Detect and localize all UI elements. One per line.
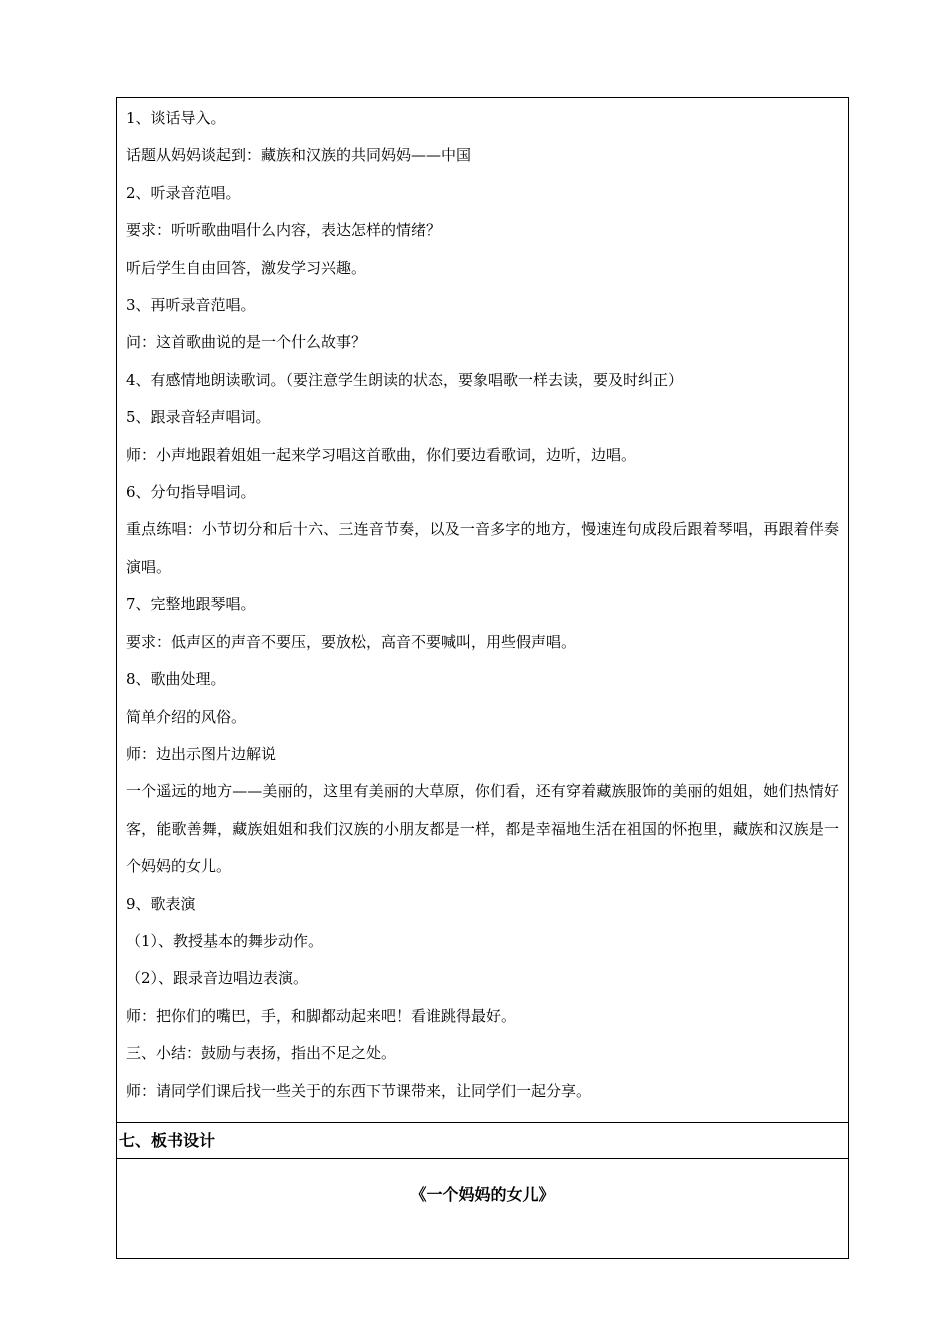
text-line: 7、完整地跟琴唱。 xyxy=(126,595,256,614)
board-title: 《一个妈妈的女儿》 xyxy=(410,1184,555,1204)
lesson-plan-table xyxy=(116,97,849,1259)
text-line: 要求：低声区的声音不要压，要放松，高音不要喊叫，用些假声唱。 xyxy=(126,632,577,651)
text-line: 2、听录音范唱。 xyxy=(126,183,241,202)
text-line: 8、歌曲处理。 xyxy=(126,670,226,689)
text-line: 要求：听听歌曲唱什么内容，表达怎样的情绪？ xyxy=(126,221,442,240)
text-paragraph: 重点练唱：小节切分和后十六、三连音节奏，以及一音多字的地方，慢速连句成段后跟着琴唱，再跟着伴奏演唱。 xyxy=(126,520,839,576)
teaching-process-cell xyxy=(117,98,848,1122)
text-paragraph: 一个遥远的地方——美丽的，这里有美丽的大草原，你们看，还有穿着藏族服饰的美丽的姐姐，她们热情好客，能歌善舞，藏族姐姐和我们汉族的小朋友都是一样，都是幸福地生活在祖国的怀抱里，藏族和汉族是一个妈妈的女儿。 xyxy=(126,782,839,876)
text-line: 3、再听录音范唱。 xyxy=(126,296,256,315)
text-line: 师：小声地跟着姐姐一起来学习唱这首歌曲，你们要边看歌词，边听，边唱。 xyxy=(126,445,637,464)
text-line: 5、跟录音轻声唱词。 xyxy=(126,408,271,427)
text-line: 师：把你们的嘴巴，手，和脚都动起来吧！看谁跳得最好。 xyxy=(126,1006,517,1025)
section-heading: 七、板书设计 xyxy=(117,1122,848,1159)
text-line: 话题从妈妈谈起到：藏族和汉族的共同妈妈——中国 xyxy=(126,146,472,165)
text-line: 9、歌表演 xyxy=(126,894,196,913)
board-design-cell xyxy=(117,1159,848,1258)
text-line: 听后学生自由回答，激发学习兴趣。 xyxy=(126,258,367,277)
text-line: 问：这首歌曲说的是一个什么故事？ xyxy=(126,333,367,352)
text-line: （1）、教授基本的舞步动作。 xyxy=(126,931,324,950)
text-line: 简单介绍的风俗。 xyxy=(126,707,247,726)
text-line: 4、有感情地朗读歌词。（要注意学生朗读的状态，要象唱歌一样去读，要及时纠正） xyxy=(126,370,684,389)
text-line: 1、谈话导入。 xyxy=(126,109,226,127)
text-line: （2）、跟录音边唱边表演。 xyxy=(126,969,309,988)
text-line: 师：请同学们课后找一些关于的东西下节课带来，让同学们一起分享。 xyxy=(126,1081,592,1100)
text-line: 三、小结：鼓励与表扬，指出不足之处。 xyxy=(126,1044,397,1063)
text-line: 6、分句指导唱词。 xyxy=(126,483,256,502)
text-line: 师：边出示图片边解说 xyxy=(126,744,277,763)
